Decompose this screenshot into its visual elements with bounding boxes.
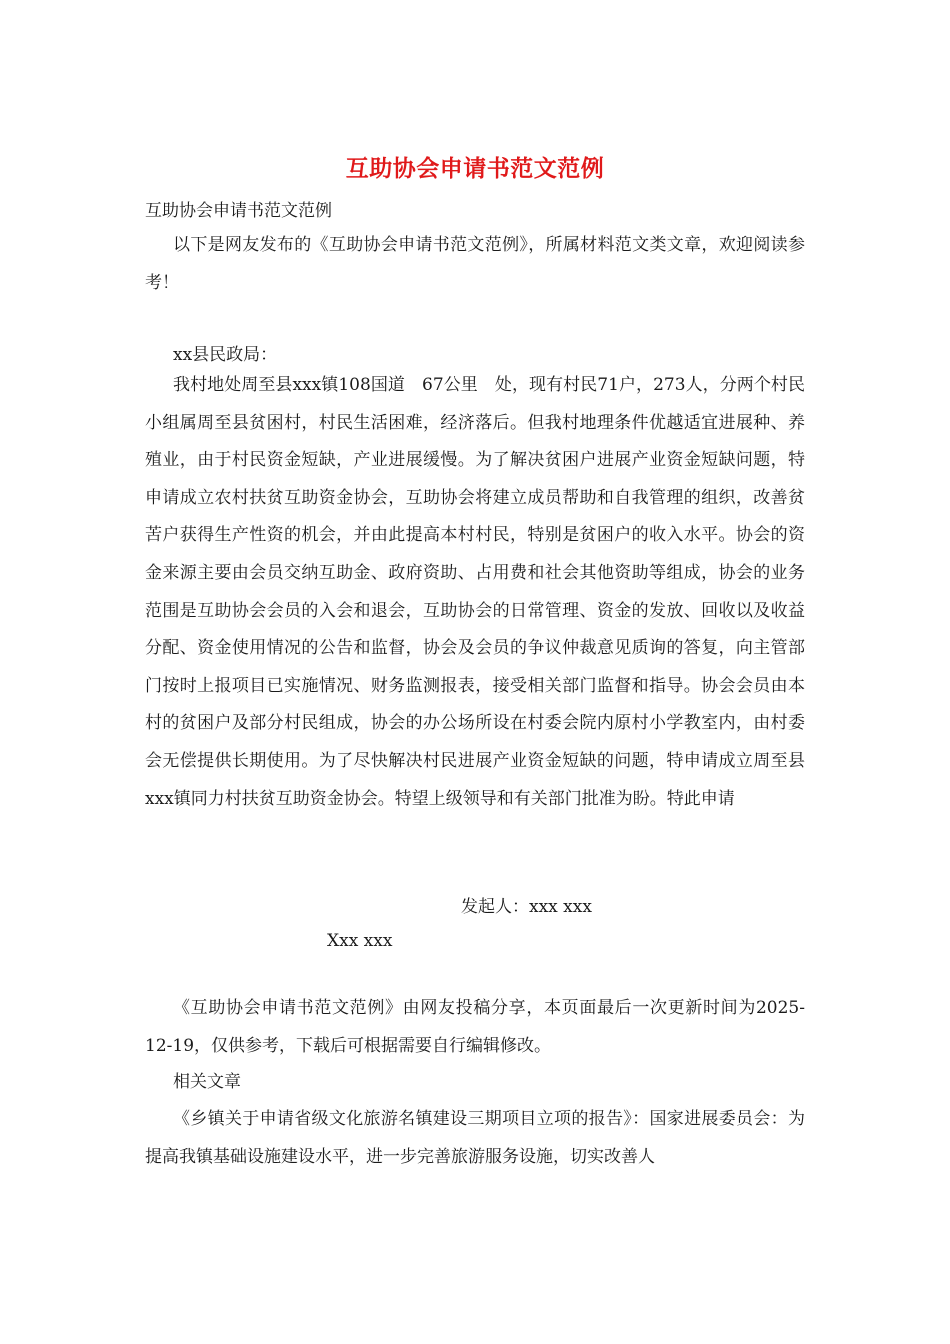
signer-line: 发起人：xxx xxx bbox=[461, 897, 592, 917]
related-articles-label: 相关文章 bbox=[173, 1072, 241, 1092]
sign-date-line: Xxx xxx bbox=[327, 931, 393, 951]
related-article-excerpt[interactable]: 《乡镇关于申请省级文化旅游名镇建设三期项目立项的报告》：国家进展委员会：为提高我镇基础设施建设水平，进一步完善旅游服务设施，切实改善人 bbox=[145, 1109, 805, 1167]
salutation: xx县民政局： bbox=[173, 345, 278, 365]
footer-note: 《互助协会申请书范文范例》由网友投稿分享，本页面最后一次更新时间为2025-12-19，仅供参考，下载后可根据需要自行编辑修改。 bbox=[145, 998, 805, 1056]
document-subtitle: 互助协会申请书范文范例 bbox=[145, 201, 332, 221]
document-title: 互助协会申请书范文范例 bbox=[345, 155, 605, 182]
body-paragraph: 我村地处周至县xxx镇108国道 67公里 处，现有村民71户，273人，分两个村民小组属周至县贫困村，村民生活困难，经济落后。但我村地理条件优越适宜进展种、养殖业，由于村民资金短缺，产业进展缓慢。为了解决贫困户进展产业资金短缺问题，特申请成立农村扶贫互助资金协会，互助协会将建立成员帮助和自我管理的组织，改善贫苦户获得生产性资的机会，并由此提高本村村民，特别是贫困户的收入水平。协会的资金来源主要由会员交纳互助金、政府资助、占用费和社会其他资助等组成，协会的业务范围是互助协会会员的入会和退会，互助协会的日常管理、资金的发放、回收以及收益分配、资金使用情况的公告和监督，协会及会员的争议仲裁意见质询的答复，向主管部门按时上报项目已实施情况、财务监测报表，接受相关部门监督和指导。协会会员由本村的贫困户及部分村民组成，协会的办公场所设在村委会院内原村小学教室内，由村委会无偿提供长期使用。为了尽快解决村民进展产业资金短缺的问题，特申请成立周至县xxx镇同力村扶贫互助资金协会。特望上级领导和有关部门批准为盼。特此申请 bbox=[145, 375, 805, 809]
intro-paragraph: 以下是网友发布的《互助协会申请书范文范例》，所属材料范文类文章，欢迎阅读参考！ bbox=[145, 235, 805, 293]
